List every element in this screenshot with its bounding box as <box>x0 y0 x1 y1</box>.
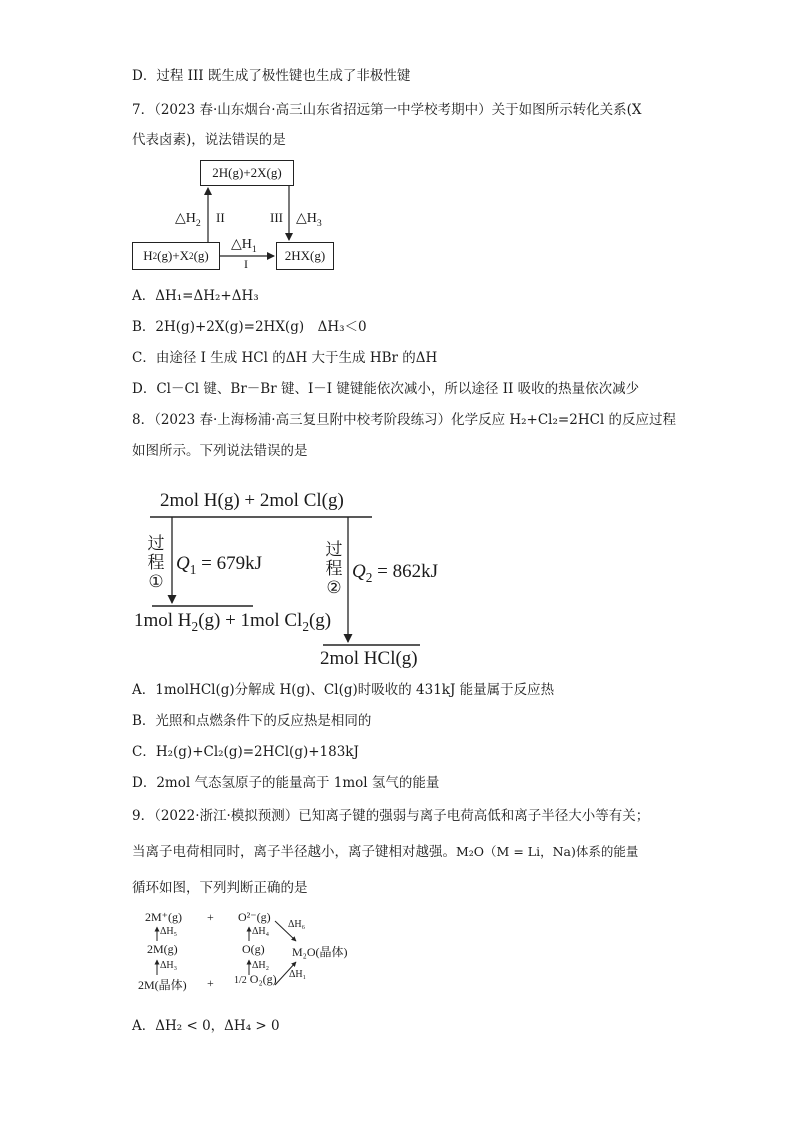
q9-o-ion: O²⁻(g) <box>238 910 271 924</box>
q7-option-b: B．2H(g)+2X(g)=2HX(g) ΔH₃＜0 <box>132 319 367 335</box>
q8-option-a: A．1molHCl(g)分解成 H(g)、Cl(g)时吸收的 431kJ 能量属于反应热 <box>132 682 555 698</box>
q7-stem-line1: 7．（2023 春·山东烟台·高三山东省招远第一中学校考期中）关于如图所示转化关系(X <box>132 102 642 118</box>
q8-q1-label: $Q_1 = 679kJ$ <box>176 553 262 577</box>
q9-m2o-crystal: M₂O(晶体) <box>292 945 348 959</box>
q7-dh3-label: $\triangle H_3$ <box>296 211 322 229</box>
q9-dh6: ΔH₆ <box>288 919 306 930</box>
q9-stem-line3: 循环如图，下列判断正确的是 <box>132 880 308 896</box>
q9-dh4: ΔH₄ <box>252 926 270 937</box>
q7-box-left-mid: (g)+X <box>157 248 190 263</box>
q7-box-right: 2HX(g) <box>276 242 334 270</box>
q7-stem-line2: 代表卤素)，说法错误的是 <box>132 132 286 148</box>
q7-option-a: A．ΔH₁=ΔH₂+ΔH₃ <box>132 288 259 304</box>
q7-option-d: D．Cl－Cl 键、Br－Br 键、I－I 键键能依次减小，所以途径 II 吸收的热量依次减少 <box>132 381 640 397</box>
q9-m-gas: 2M(g) <box>147 942 178 956</box>
q9-plus-top: + <box>207 910 214 924</box>
q7-dh1-label: $\triangle H_1$ <box>231 237 257 255</box>
q8-stem-line1: 8．（2023 春·上海杨浦·高三复旦附中校考阶段练习）化学反应 H₂+Cl₂=2HCl 的反应过程 <box>132 412 677 428</box>
q9-dh3: ΔH₃ <box>160 960 178 971</box>
q9-dh2: ΔH₂ <box>252 960 270 971</box>
q8-option-d: D．2mol 气态氢原子的能量高于 1mol 氢气的能量 <box>132 775 440 791</box>
q9-o-gas: O(g) <box>242 942 265 956</box>
q8-stem-line2: 如图所示。下列说法错误的是 <box>132 443 308 459</box>
q9-dh1: ΔH₁ <box>289 969 307 980</box>
q8-option-b: B．光照和点燃条件下的反应热是相同的 <box>132 713 372 729</box>
q9-option-a: A．ΔH₂ < 0，ΔH₄ > 0 <box>132 1018 280 1034</box>
q8-top-level: 2mol H(g) + 2mol Cl(g) <box>160 490 344 511</box>
q9-m-ion: 2M⁺(g) <box>145 910 182 924</box>
q7-route1-label: I <box>244 257 248 271</box>
q6-option-d: D．过程 III 既生成了极性键也生成了非极性键 <box>132 68 411 84</box>
q7-box-left-sub2: 2 <box>189 251 194 261</box>
q8-option-c: C．H₂(g)+Cl₂(g)=2HCl(g)+183kJ <box>132 744 359 760</box>
q8-mid-level: 1mol $H_2(g) + 1mol$ $Cl_2(g)$ <box>134 610 332 634</box>
q7-dh2-label: $\triangle H_2$ <box>175 211 201 229</box>
q7-box-left-sub1: 2 <box>152 251 158 261</box>
q8-q2-label: $Q_2 = 862kJ$ <box>352 561 438 585</box>
q8-bottom-level: 2mol HCl(g) <box>320 648 418 669</box>
q7-box-top: 2H(g)+2X(g) <box>200 160 294 186</box>
q9-half-o2: 1/2 O₂(g) <box>234 972 277 986</box>
q7-box-left-h: H <box>143 248 153 263</box>
q9-m-solid: 2M(晶体) <box>138 978 187 992</box>
q8-process2-label: 过 程 ② <box>325 540 343 597</box>
q9-plus-bottom: + <box>207 976 214 990</box>
q7-option-c: C．由途径 I 生成 HCl 的ΔH 大于生成 HBr 的ΔH <box>132 350 438 366</box>
q9-stem-line2: 当离子电荷相同时，离子半径越小，离子键相对越强。M₂O（M = Li，Na)体系的能量 <box>132 844 639 860</box>
q7-route2-label: II <box>216 210 225 225</box>
q9-stem-line1: 9．（2022·浙江·模拟预测）已知离子键的强弱与离子电荷高低和离子半径大小等有关； <box>132 808 650 824</box>
q9-dh5: ΔH₅ <box>160 926 178 937</box>
q7-box-left-end: (g) <box>193 248 209 263</box>
q8-process1-label: 过 程 ① <box>147 534 165 591</box>
q7-route3-label: III <box>270 210 283 225</box>
